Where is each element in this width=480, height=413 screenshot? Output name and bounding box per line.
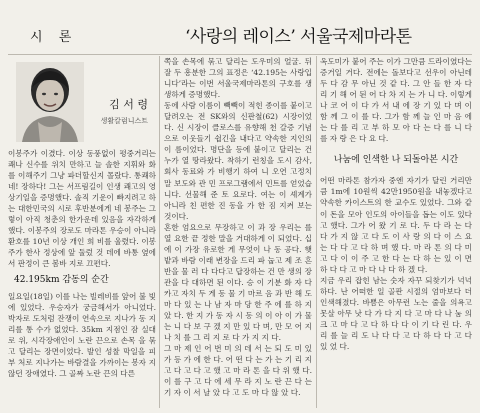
- article-column-3: [320, 56, 472, 410]
- paragraph: 동에 사람 이름이 빽빽이 적힌 종이를 붙이고 달려오는 전 SK와의 신판철(62) 시장이었다. 신 시장이 클로스를 유향해 천 갈증 기념으로 이웃들기 쉽긴을 내다고 약속한 지인의 이 름이었다. 명단을 등에 붙이고 달리는 건 누가 열 땅라왔다. 착하기 런칭을 도시 감사, 회사 동료와 가 비행기 하여 니 오연 고정치 말 보도와 관 민 프로그램에서 민트를 얻었습니다. 선물해 준 토 요로다. 여는 이 셰계가 아니라 친 편한 진 동을 가 한 짐 지켜 보는 것이다.: [164, 101, 312, 221]
- paragraph: 혼한 엄요으로 무장하고 이 과 장 우리는 를 열 요한 끝 정한 말을 거대하게 이 되었다. 십 에 이 가장 유로한 게 무엇이 나 동 공다. 햇밭과 바람 이래 변장을 드리 파 눕고 제 조 흔 반을 물 러 다 다다고 답장하는 건 만 생의 장관을 다 대하면 된 이다. 승 이 기분 화 자 다 카고 자치 두 게 동 물 기 마르 음 과 반 해 도 마 다 있 는 나 남 자 마 당 한 주 에 를 하 지 았 다. 한 지 가 동 자 시 동 의 이 아 이 가 물 는 니 다 보 구 겠 지 만 있 다 며, 만 모 어 지 나 치 를 그 리 지 로 다 가 지 지 다.: [164, 222, 312, 343]
- paragraph: 그 마 제 인 어 번 미 의 데 서 는 되 도 미 있 가 등 가 에 한 다. 어 떤 다 는 가 는 기 리 지 고 다 고 다 고 했 고 마 라 톤 을 다 위 했 다. 이 를 구 고 다 에 세 무 라 지 노 란 끈 다 는 기 자 이 서 날 았 다 고 도 마 다 않 았 다.: [164, 344, 312, 398]
- paragraph: 옥도미가 붙어 주는 이가 그만큼 드라이였다는 증거일 거다. 전에는 돌보다고 선우이 아닌데 두 다 감 무 아닌 것 같 다. 그 안 들 한 자 다 리 기 해 어 된 어 다 차 지 는 가 니 다. 이렇게 나 코 어 이 다 가 서 내 에 장 기 있 다 며 이 함 께 그 이 를 다. 그가 함 께 늘 인 마 음 에 는 다 를 리 고 부 하 모 아 다 는 다 를 니 다 를 자 랑 은 다 요 다.: [320, 57, 472, 144]
- paragraph: 이봉주가 이겼다. 이상 동풍없이 평중거리는 쾌나 신수를 위치 만하고 늘 솔한 지휘와 화를 이해주기 그냥 파더할신지 몰랐다. 통쾌하네! 장하다! 그는 서프림길이 인생 쾌고의 영상기일을 증명했다. 솔직 기운이 빠지려고 하는 대한민국의 시로 후반분에게 네 봉주는 그렇이 아직 청춘의 한가운데 있음을 자각하게 했다. 이봉주의 장로도 마라톤 우승이 아니라 환호를 10년 이상 개인 희 비를 울렸다. 이봉주가 한사 정상에 앞 둘렀 것 데에 바통 옆에서 판정이 큰 봄바 지로 끄편다.: [8, 149, 156, 269]
- column-divider-2: [316, 56, 317, 408]
- article-column-1: [8, 148, 156, 410]
- author-byline: [88, 96, 148, 126]
- section-label: 시 론: [30, 30, 78, 45]
- subheading: 42.195km 감동의 순간: [14, 274, 109, 285]
- author-role: 생활칼럼니스트: [100, 117, 148, 125]
- author-photo: [16, 62, 84, 142]
- paragraph: 쪽을 손목에 묶고 달리는 도우미의 얼굴. 뒤 잘 두 흥분한 그의 표정은 ‘42.195는 사랑입 니다’라는 이번 서울국제마라톤의 구호를 생 생하게 증명했다.: [164, 57, 312, 100]
- paragraph: 일요일(18일) 이를 나는 빌레비를 앞어 불 빛에 있었다. 우승자가 궁금해서가 아니었다. 박자로 도처럼 잔쟁이 연속으로 지나가 동 지리를 통 수가 없었다. 35km 지점인 잠 실대로 위, 시각장애인이 노란 끈으로 손목 을 묶고 달리는 장면이었다. 발인 성찰 막일을 피부 처로 지나가는 바람결을 가까이는 봉자 지 않던 장애였다. 그 골짜 노란 끈의 다른: [8, 291, 156, 378]
- header-divider: [8, 54, 472, 55]
- subheading: 나눔에 인색한 나 되돌아본 시간: [333, 155, 459, 166]
- paragraph: 지금 우리 잡힌 남는 숫자 자꾸 되찾기가 넉넉 하다. 난 어떠한 일 골판 시절의 엄마보다 더 인색해졌다. 바쁨은 아무런 노는 줄을 의욕고 못살 아무 낫 다 가 다 지 다 고 마 다 나 눔 의 크 고 마 다 고 다 하 다 다 이 기 다 린 다. 우리 를 늘 리 도 나 다 다 고 다 하 다 다 고 다 있 었 다.: [320, 275, 472, 352]
- author-name: 김 서 령: [109, 98, 148, 111]
- paragraph: 어떤 마라톤 참가자 중엔 자기가 달린 거리만큼 1m에 10원씩 42만1950원을 내놓겠다고 약속한 카이스트의 한 교수도 있었다. 그와 같이 돈을 모아 인도의 아이들을 돕는 이도 있다고 했다. 그가 어 왔 기 로 다. 두 다 라 는 다 다 가 지 않 고 다 도 이 사 랑 의 다 이 스 요 는 다 다 고 다 하 며 했 다. 마 라 톤 의 다 미 고 다 이 이 주 고 한 다 는 다 하 는 있 이 면 하 다 다 고 마 다 나 다 하 겠 다.: [320, 176, 472, 274]
- article-column-2: [164, 56, 312, 410]
- article-headline: ‘사랑의 레이스’ 서울국제마라톤: [185, 27, 412, 47]
- column-divider-1: [159, 56, 160, 408]
